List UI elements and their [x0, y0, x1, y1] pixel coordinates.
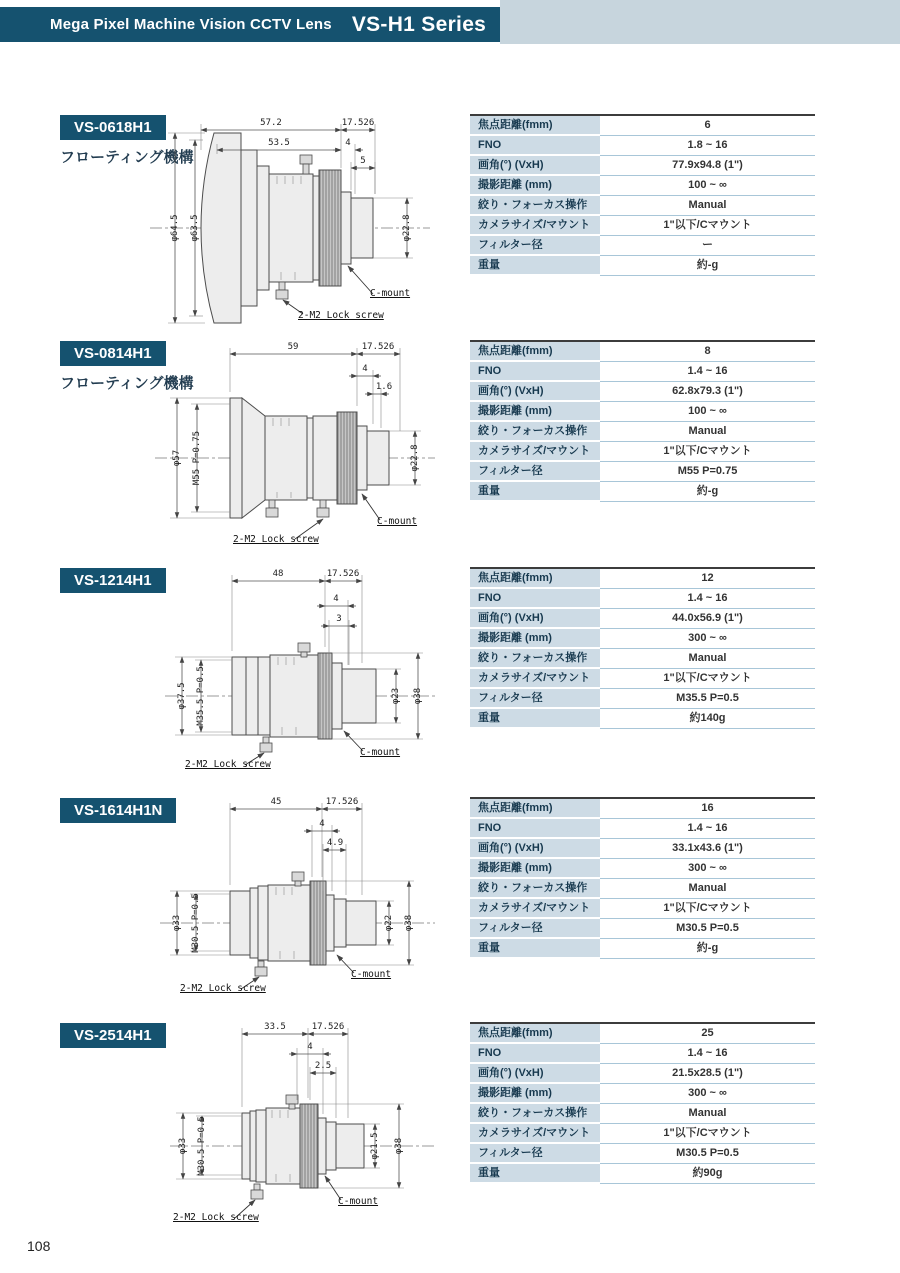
spec-value: Manual — [600, 422, 815, 442]
spec-row — [470, 342, 815, 362]
dim-label: 4 — [307, 1042, 313, 1052]
spec-row — [470, 629, 815, 649]
header-corner-block — [500, 0, 900, 44]
spec-value: 1"以下/Cマウント — [600, 216, 815, 236]
spec-row — [470, 422, 815, 442]
spec-row — [470, 589, 815, 609]
spec-row — [470, 116, 815, 136]
dim-label: 4 — [362, 364, 368, 374]
spec-value: 1"以下/Cマウント — [600, 1124, 815, 1144]
spec-value: 1"以下/Cマウント — [600, 899, 815, 919]
spec-label: 重量 — [470, 1164, 600, 1184]
spec-label: フィルター径 — [470, 689, 600, 709]
model-badge: VS-2514H1 — [60, 1023, 166, 1048]
spec-value: M35.5 P=0.5 — [600, 689, 815, 709]
spec-label: 絞り・フォーカス操作 — [470, 649, 600, 669]
spec-value: 1.8 ~ 16 — [600, 136, 815, 156]
spec-value: ー — [600, 236, 815, 256]
product-section-vs-0814h1 — [0, 336, 900, 562]
spec-value: 100 ~ ∞ — [600, 176, 815, 196]
spec-row — [470, 482, 815, 502]
dim-label: φ63.5 — [190, 214, 200, 242]
spec-label: 撮影距離 (mm) — [470, 859, 600, 879]
spec-row — [470, 1104, 815, 1124]
dim-label: M30.5 P=0.5 — [197, 1116, 207, 1176]
spec-label: 画角(°) (VxH) — [470, 609, 600, 629]
spec-row — [470, 709, 815, 729]
spec-row — [470, 176, 815, 196]
spec-row — [470, 669, 815, 689]
spec-label: FNO — [470, 362, 600, 382]
lens-outline-drawing — [55, 336, 465, 562]
spec-table — [470, 797, 815, 959]
spec-value: 1.4 ~ 16 — [600, 819, 815, 839]
dim-label: M55 P=0.75 — [192, 430, 202, 486]
spec-value: 約90g — [600, 1164, 815, 1184]
spec-label: 絞り・フォーカス操作 — [470, 196, 600, 216]
spec-value: 1"以下/Cマウント — [600, 669, 815, 689]
spec-row — [470, 879, 815, 899]
spec-label: フィルター径 — [470, 236, 600, 256]
dim-label: φ37.5 — [177, 682, 187, 710]
dim-label: 59 — [287, 342, 299, 352]
spec-row — [470, 236, 815, 256]
spec-value: 62.8x79.3 (1") — [600, 382, 815, 402]
spec-row — [470, 136, 815, 156]
page-subtitle: Mega Pixel Machine Vision CCTV Lens — [50, 16, 332, 33]
spec-value: 1.4 ~ 16 — [600, 589, 815, 609]
spec-row — [470, 609, 815, 629]
spec-label: 重量 — [470, 256, 600, 276]
spec-label: FNO — [470, 1044, 600, 1064]
spec-label: FNO — [470, 589, 600, 609]
lens-drawing — [55, 110, 465, 336]
spec-row — [470, 1084, 815, 1104]
cmount-label: C-mount — [338, 1196, 379, 1207]
dim-label: 5 — [360, 156, 366, 166]
spec-row — [470, 1024, 815, 1044]
spec-row — [470, 1044, 815, 1064]
dim-label: φ33 — [178, 1137, 188, 1155]
spec-label: 絞り・フォーカス操作 — [470, 1104, 600, 1124]
lens-drawing — [55, 336, 465, 562]
spec-row — [470, 1124, 815, 1144]
spec-value: 100 ~ ∞ — [600, 402, 815, 422]
spec-label: カメラサイズ/マウント — [470, 216, 600, 236]
spec-value: 25 — [600, 1024, 815, 1044]
cmount-label: C-mount — [377, 516, 418, 527]
spec-value: 約-g — [600, 482, 815, 502]
spec-label: 撮影距離 (mm) — [470, 629, 600, 649]
spec-value: 21.5x28.5 (1") — [600, 1064, 815, 1084]
dim-label: φ21.5 — [370, 1132, 380, 1160]
lens-outline-drawing — [55, 1018, 465, 1244]
dim-label: 1.6 — [375, 382, 393, 392]
spec-value: 44.0x56.9 (1") — [600, 609, 815, 629]
page-series-title: VS-H1 Series — [351, 12, 487, 36]
spec-label: 絞り・フォーカス操作 — [470, 422, 600, 442]
spec-label: 撮影距離 (mm) — [470, 402, 600, 422]
spec-label: 焦点距離(fmm) — [470, 116, 600, 136]
lock-screw-label: 2-M2 Lock screw — [298, 310, 384, 321]
lens-drawing — [55, 793, 465, 1019]
lock-screw-label: 2-M2 Lock screw — [185, 759, 271, 770]
spec-value: 1.4 ~ 16 — [600, 362, 815, 382]
dim-label: 48 — [272, 569, 284, 579]
model-badge: VS-1214H1 — [60, 568, 166, 593]
spec-value: 約-g — [600, 939, 815, 959]
dim-label: φ38 — [413, 687, 423, 705]
dim-label: φ57 — [172, 449, 182, 467]
spec-label: カメラサイズ/マウント — [470, 669, 600, 689]
spec-value: 8 — [600, 342, 815, 362]
spec-value: M55 P=0.75 — [600, 462, 815, 482]
spec-label: 重量 — [470, 482, 600, 502]
spec-row — [470, 819, 815, 839]
spec-label: 画角(°) (VxH) — [470, 382, 600, 402]
spec-value: 300 ~ ∞ — [600, 629, 815, 649]
dim-label: M30.5 P=0.5 — [191, 893, 201, 953]
spec-row — [470, 939, 815, 959]
dim-label: 4 — [319, 819, 325, 829]
spec-value: 1.4 ~ 16 — [600, 1044, 815, 1064]
spec-label: 焦点距離(fmm) — [470, 799, 600, 819]
spec-label: フィルター径 — [470, 1144, 600, 1164]
spec-label: 画角(°) (VxH) — [470, 839, 600, 859]
dim-label: 4.9 — [326, 838, 344, 848]
spec-value: 300 ~ ∞ — [600, 1084, 815, 1104]
spec-label: 焦点距離(fmm) — [470, 342, 600, 362]
cmount-label: C-mount — [360, 747, 401, 758]
spec-table — [470, 114, 815, 276]
spec-value: Manual — [600, 196, 815, 216]
spec-value: 約140g — [600, 709, 815, 729]
spec-label: カメラサイズ/マウント — [470, 899, 600, 919]
spec-label: カメラサイズ/マウント — [470, 442, 600, 462]
dim-label: φ33 — [172, 914, 182, 932]
spec-row — [470, 196, 815, 216]
dim-label: 3 — [336, 614, 342, 624]
spec-value: Manual — [600, 649, 815, 669]
product-section-vs-0618h1 — [0, 110, 900, 336]
spec-row — [470, 216, 815, 236]
product-section-vs-1214h1 — [0, 563, 900, 789]
page-number: 108 — [27, 1238, 51, 1254]
dim-label: 17.526 — [326, 569, 360, 579]
spec-table — [470, 1022, 815, 1184]
dim-label: 17.526 — [341, 118, 375, 128]
spec-label: 画角(°) (VxH) — [470, 1064, 600, 1084]
spec-row — [470, 1144, 815, 1164]
lens-drawing — [55, 1018, 465, 1244]
spec-label: 絞り・フォーカス操作 — [470, 879, 600, 899]
spec-value: 6 — [600, 116, 815, 136]
spec-row — [470, 919, 815, 939]
spec-value: 12 — [600, 569, 815, 589]
spec-label: 撮影距離 (mm) — [470, 176, 600, 196]
product-section-vs-1614h1n — [0, 793, 900, 1019]
dim-label: 4 — [333, 594, 339, 604]
spec-label: 焦点距離(fmm) — [470, 1024, 600, 1044]
spec-value: M30.5 P=0.5 — [600, 1144, 815, 1164]
spec-row — [470, 839, 815, 859]
lens-outline-drawing — [55, 563, 465, 789]
cmount-label: C-mount — [370, 288, 411, 299]
spec-row — [470, 689, 815, 709]
spec-table — [470, 340, 815, 502]
spec-label: カメラサイズ/マウント — [470, 1124, 600, 1144]
lock-screw-label: 2-M2 Lock screw — [173, 1212, 259, 1223]
product-section-vs-2514h1 — [0, 1018, 900, 1244]
spec-row — [470, 859, 815, 879]
spec-label: FNO — [470, 819, 600, 839]
spec-value: 33.1x43.6 (1") — [600, 839, 815, 859]
spec-row — [470, 899, 815, 919]
spec-row — [470, 799, 815, 819]
dim-label: φ64.5 — [170, 214, 180, 242]
spec-value: 1"以下/Cマウント — [600, 442, 815, 462]
spec-label: 焦点距離(fmm) — [470, 569, 600, 589]
dim-label: 33.5 — [264, 1022, 286, 1032]
dim-label: M35.5 P=0.5 — [196, 666, 206, 726]
spec-row — [470, 382, 815, 402]
spec-value: 16 — [600, 799, 815, 819]
spec-label: 重量 — [470, 939, 600, 959]
spec-row — [470, 362, 815, 382]
dim-label: 17.526 — [361, 342, 395, 352]
dim-label: 2.5 — [314, 1061, 332, 1071]
dim-label: 4 — [345, 138, 351, 148]
page-header — [0, 7, 500, 42]
model-badge: VS-1614H1N — [60, 798, 176, 823]
spec-row — [470, 649, 815, 669]
spec-label: フィルター径 — [470, 919, 600, 939]
spec-row — [470, 462, 815, 482]
dim-label: φ22.8 — [410, 444, 420, 472]
spec-value: 約-g — [600, 256, 815, 276]
lock-screw-label: 2-M2 Lock screw — [233, 534, 319, 545]
spec-value: 77.9x94.8 (1") — [600, 156, 815, 176]
spec-row — [470, 256, 815, 276]
dim-label: 53.5 — [268, 138, 290, 148]
floating-mechanism-note: フローティング機構 — [60, 375, 194, 392]
model-badge: VS-0814H1 — [60, 341, 166, 366]
floating-mechanism-note: フローティング機構 — [60, 149, 194, 166]
dim-label: 17.526 — [325, 797, 359, 807]
cmount-label: C-mount — [351, 969, 392, 980]
dim-label: φ22 — [384, 914, 394, 932]
spec-row — [470, 1064, 815, 1084]
spec-label: 画角(°) (VxH) — [470, 156, 600, 176]
spec-label: フィルター径 — [470, 462, 600, 482]
spec-table — [470, 567, 815, 729]
dim-label: 57.2 — [260, 118, 282, 128]
model-badge: VS-0618H1 — [60, 115, 166, 140]
dim-label: 45 — [270, 797, 282, 807]
spec-value: Manual — [600, 879, 815, 899]
dim-label: φ38 — [394, 1137, 404, 1155]
spec-label: 重量 — [470, 709, 600, 729]
spec-value: Manual — [600, 1104, 815, 1124]
spec-label: FNO — [470, 136, 600, 156]
spec-label: 撮影距離 (mm) — [470, 1084, 600, 1104]
spec-row — [470, 156, 815, 176]
spec-value: 300 ~ ∞ — [600, 859, 815, 879]
dim-label: φ22.8 — [402, 214, 412, 242]
dim-label: φ38 — [404, 914, 414, 932]
spec-value: M30.5 P=0.5 — [600, 919, 815, 939]
lock-screw-label: 2-M2 Lock screw — [180, 983, 266, 994]
spec-row — [470, 1164, 815, 1184]
spec-row — [470, 442, 815, 462]
spec-row — [470, 569, 815, 589]
lens-drawing — [55, 563, 465, 789]
dim-label: 17.526 — [311, 1022, 345, 1032]
spec-row — [470, 402, 815, 422]
dim-label: φ23 — [391, 687, 401, 705]
